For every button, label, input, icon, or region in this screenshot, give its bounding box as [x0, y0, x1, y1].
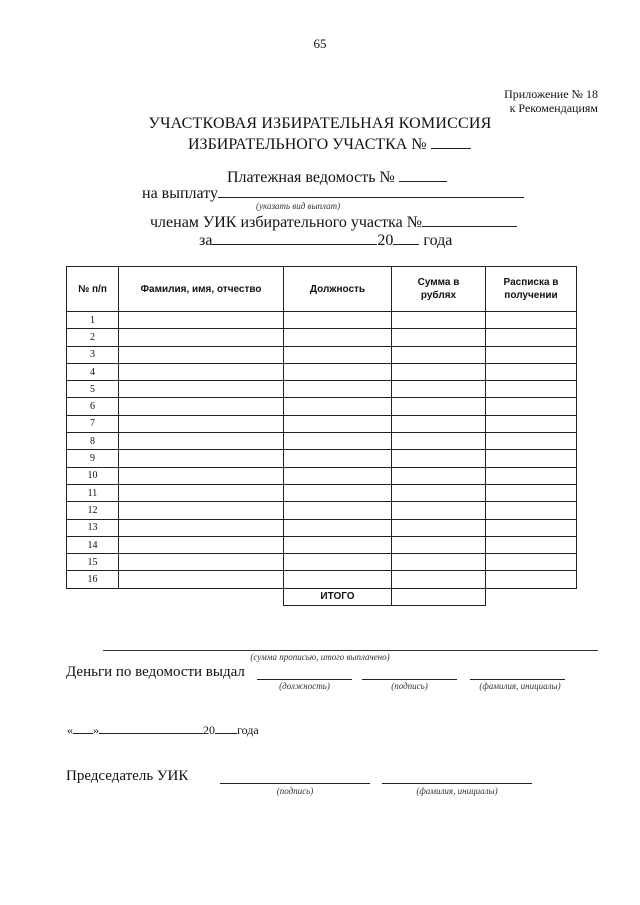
payout-type-field[interactable]: [218, 183, 524, 198]
total-row: [67, 588, 577, 605]
name-cell[interactable]: [119, 467, 284, 484]
total-spacer: [486, 588, 577, 605]
row-number-cell: 3: [67, 346, 119, 363]
date-month-field[interactable]: [99, 722, 203, 734]
chairman-signature-field[interactable]: [220, 783, 370, 784]
position-cell[interactable]: [284, 484, 392, 501]
chairman-signature-caption: (подпись): [276, 786, 314, 796]
table-row: [67, 502, 577, 519]
row-number-cell: 4: [67, 363, 119, 380]
appendix-reference: к Рекомендациям: [509, 101, 598, 115]
name-cell[interactable]: [119, 381, 284, 398]
name-cell[interactable]: [119, 433, 284, 450]
position-cell[interactable]: [284, 450, 392, 467]
receipt-cell[interactable]: [486, 398, 577, 415]
issued-position-field[interactable]: [257, 679, 352, 680]
statement-label: Платежная ведомость №: [227, 169, 395, 186]
total-spacer: [67, 588, 284, 605]
column-header: Должность: [284, 267, 392, 312]
table-row: [67, 398, 577, 415]
payout-caption: (указать вид выплат): [256, 201, 341, 211]
amount-cell[interactable]: [392, 415, 486, 432]
issued-position-caption: (должность): [279, 681, 330, 691]
page-number: 65: [313, 36, 327, 51]
amount-cell[interactable]: [392, 536, 486, 553]
appendix-label: Приложение № 18: [504, 87, 598, 101]
period-prefix: за: [199, 232, 213, 249]
amount-cell[interactable]: [392, 484, 486, 501]
receipt-cell[interactable]: [486, 502, 577, 519]
position-cell[interactable]: [284, 502, 392, 519]
table-row: [67, 329, 577, 346]
position-cell[interactable]: [284, 312, 392, 329]
row-number-cell: 12: [67, 502, 119, 519]
table-row: [67, 363, 577, 380]
amount-cell[interactable]: [392, 554, 486, 571]
sum-words-field[interactable]: [103, 650, 598, 651]
amount-cell[interactable]: [392, 502, 486, 519]
issued-signature-caption: (подпись): [391, 681, 428, 691]
receipt-cell[interactable]: [486, 554, 577, 571]
date-open-quote: «: [67, 723, 73, 737]
table-row: [67, 381, 577, 398]
row-number-cell: 1: [67, 312, 119, 329]
name-cell[interactable]: [119, 312, 284, 329]
table-row: [67, 571, 577, 588]
position-cell[interactable]: [284, 519, 392, 536]
row-number-cell: 13: [67, 519, 119, 536]
name-cell[interactable]: [119, 346, 284, 363]
row-number-cell: 6: [67, 398, 119, 415]
table-row: [67, 536, 577, 553]
name-cell[interactable]: [119, 415, 284, 432]
amount-cell[interactable]: [392, 329, 486, 346]
commission-title: УЧАСТКОВАЯ ИЗБИРАТЕЛЬНАЯ КОМИССИЯ: [148, 115, 492, 132]
commission-subtitle: [188, 134, 471, 154]
name-cell[interactable]: [119, 484, 284, 501]
payroll-table: [66, 266, 577, 606]
table-row: [67, 519, 577, 536]
name-cell[interactable]: [119, 450, 284, 467]
table-header-row: [67, 267, 577, 312]
date-suffix: года: [237, 723, 259, 737]
period-row: [199, 230, 452, 250]
row-number-cell: 8: [67, 433, 119, 450]
issued-signature-field[interactable]: [362, 679, 457, 680]
receipt-cell[interactable]: [486, 467, 577, 484]
table-row: [67, 467, 577, 484]
amount-cell[interactable]: [392, 450, 486, 467]
amount-cell[interactable]: [392, 363, 486, 380]
commission-subtitle-text: ИЗБИРАТЕЛЬНОГО УЧАСТКА №: [188, 136, 427, 153]
receipt-cell[interactable]: [486, 433, 577, 450]
table-row: [67, 346, 577, 363]
row-number-cell: 10: [67, 467, 119, 484]
name-cell[interactable]: [119, 502, 284, 519]
position-cell[interactable]: [284, 363, 392, 380]
total-label: ИТОГО: [284, 588, 392, 605]
position-cell[interactable]: [284, 415, 392, 432]
row-number-cell: 16: [67, 571, 119, 588]
position-cell[interactable]: [284, 398, 392, 415]
name-cell[interactable]: [119, 329, 284, 346]
column-header-text: Расписка в получении: [503, 277, 559, 301]
receipt-cell[interactable]: [486, 571, 577, 588]
receipt-cell[interactable]: [486, 363, 577, 380]
amount-cell[interactable]: [392, 398, 486, 415]
members-label: членам УИК избирательного участка №: [150, 214, 422, 231]
period-year-field[interactable]: [393, 230, 419, 245]
chairman-name-field[interactable]: [382, 783, 532, 784]
chairman-label: Председатель УИК: [66, 768, 189, 784]
position-cell[interactable]: [284, 329, 392, 346]
date-close-quote: »: [93, 723, 99, 737]
table-row: [67, 484, 577, 501]
name-cell[interactable]: [119, 554, 284, 571]
position-cell[interactable]: [284, 433, 392, 450]
date-year-prefix: 20: [203, 723, 215, 737]
position-cell[interactable]: [284, 346, 392, 363]
receipt-cell[interactable]: [486, 415, 577, 432]
amount-cell[interactable]: [392, 519, 486, 536]
period-field[interactable]: [212, 230, 377, 245]
amount-cell[interactable]: [392, 433, 486, 450]
date-year-field[interactable]: [215, 722, 237, 734]
period-suffix: года: [423, 232, 453, 249]
table-row: [67, 312, 577, 329]
name-cell[interactable]: [119, 571, 284, 588]
position-cell[interactable]: [284, 467, 392, 484]
table-body: [67, 312, 577, 606]
chairman-name-caption: (фамилия, инициалы): [416, 786, 498, 796]
date-row: [67, 722, 259, 738]
name-cell[interactable]: [119, 363, 284, 380]
total-amount-cell[interactable]: [392, 588, 486, 605]
position-cell[interactable]: [284, 536, 392, 553]
column-header: [486, 267, 577, 312]
row-number-cell: 15: [67, 554, 119, 571]
row-number-cell: 7: [67, 415, 119, 432]
receipt-cell[interactable]: [486, 329, 577, 346]
row-number-cell: 9: [67, 450, 119, 467]
issued-name-field[interactable]: [470, 679, 565, 680]
receipt-cell[interactable]: [486, 484, 577, 501]
period-year-prefix: 20: [377, 232, 394, 249]
receipt-cell[interactable]: [486, 346, 577, 363]
receipt-cell[interactable]: [486, 536, 577, 553]
sum-words-caption: (сумма прописью, итого выплачено): [250, 652, 390, 662]
column-header: [392, 267, 486, 312]
amount-cell[interactable]: [392, 346, 486, 363]
payout-row: [142, 183, 524, 203]
receipt-cell[interactable]: [486, 381, 577, 398]
amount-cell[interactable]: [392, 312, 486, 329]
row-number-cell: 11: [67, 484, 119, 501]
members-precinct-field[interactable]: [422, 212, 517, 227]
row-number-cell: 2: [67, 329, 119, 346]
table-row: [67, 554, 577, 571]
column-header: № п/п: [67, 267, 119, 312]
issued-name-caption: (фамилия, инициалы): [479, 681, 561, 691]
statement-number-field[interactable]: [399, 167, 447, 182]
table-row: [67, 415, 577, 432]
name-cell[interactable]: [119, 536, 284, 553]
column-header: Фамилия, имя, отчество: [119, 267, 284, 312]
payout-label: на выплату: [142, 185, 218, 202]
position-cell[interactable]: [284, 381, 392, 398]
name-cell[interactable]: [119, 398, 284, 415]
row-number-cell: 14: [67, 536, 119, 553]
column-header-text: Сумма в рублях: [417, 277, 460, 301]
row-number-cell: 5: [67, 381, 119, 398]
receipt-cell[interactable]: [486, 312, 577, 329]
issued-label: Деньги по ведомости выдал: [66, 664, 245, 680]
table-row: [67, 450, 577, 467]
position-cell[interactable]: [284, 554, 392, 571]
date-day-field[interactable]: [73, 722, 93, 734]
table-row: [67, 433, 577, 450]
position-cell[interactable]: [284, 571, 392, 588]
precinct-number-field[interactable]: [431, 134, 471, 149]
amount-cell[interactable]: [392, 381, 486, 398]
amount-cell[interactable]: [392, 467, 486, 484]
members-row: [150, 212, 517, 232]
receipt-cell[interactable]: [486, 450, 577, 467]
receipt-cell[interactable]: [486, 519, 577, 536]
amount-cell[interactable]: [392, 571, 486, 588]
name-cell[interactable]: [119, 519, 284, 536]
